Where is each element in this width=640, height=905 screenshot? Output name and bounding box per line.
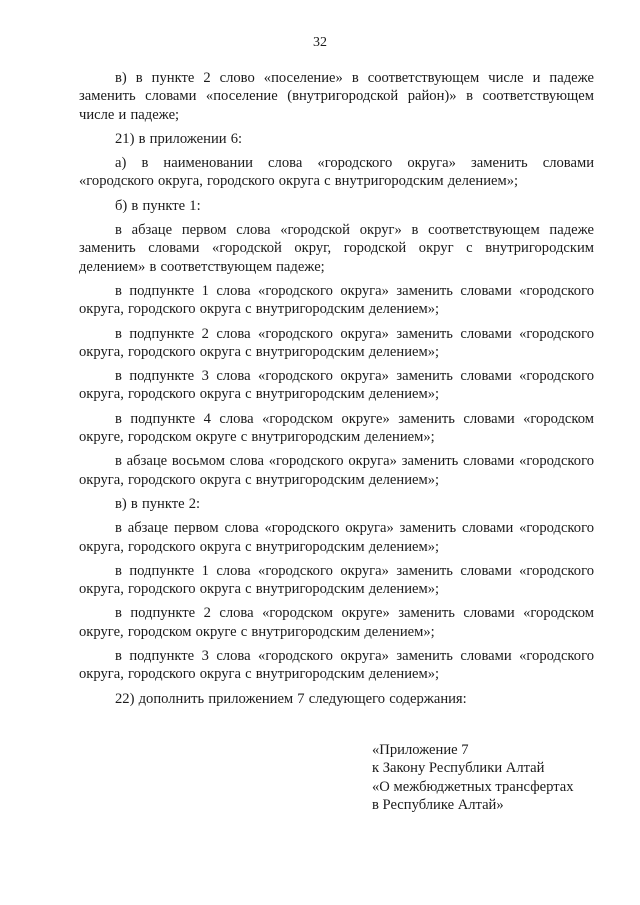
appendix-header — [372, 741, 612, 814]
paragraph: 21) в приложении 6: — [115, 130, 243, 147]
paragraph: в абзаце первом слова «городского округа» заменить словами «городского округа, городского округа с внутригородским делением»; — [79, 520, 594, 555]
paragraph: в абзаце восьмом слова «городского округа» заменить словами «городского округа, городского округа с внутригородским делением»; — [79, 453, 594, 488]
paragraph: в) в пункте 2: — [115, 495, 201, 512]
appendix-header-line: «О межбюджетных трансфертах — [372, 778, 574, 795]
paragraph: в подпункте 3 слова «городского округа» заменить словами «городского округа, городского округа с внутригородским делением»; — [79, 648, 594, 683]
paragraph: а) в наименовании слова «городского округа» заменить словами «городского округа, городского округа с внутригородским делением»; — [79, 155, 594, 190]
appendix-header-line: в Республике Алтай» — [372, 796, 504, 813]
paragraph: в подпункте 4 слова «городском округе» заменить словами «городском округе, городском округе с внутригородским делением»; — [79, 410, 594, 446]
paragraph: в подпункте 2 слова «городского округа» заменить словами «городского округа, городского округа с внутригородским делением»; — [79, 325, 594, 360]
page-number: 32 — [313, 35, 327, 50]
appendix-header-line: «Приложение 7 — [372, 742, 469, 758]
paragraph: 22) дополнить приложением 7 следующего содержания: — [115, 690, 467, 707]
paragraph: в подпункте 1 слова «городского округа» заменить словами «городского округа, городского округа с внутригородским делением»; — [79, 562, 594, 598]
appendix-header-line: к Закону Республики Алтай — [372, 760, 545, 777]
paragraph: б) в пункте 1: — [115, 197, 201, 214]
paragraph: в подпункте 3 слова «городского округа» заменить словами «городского округа, городского округа с внутригородским делением»; — [79, 368, 594, 403]
paragraph: в подпункте 2 слова «городском округе» заменить словами «городском округе, городском округе с внутригородским делением»; — [79, 605, 594, 640]
paragraph: в абзаце первом слова «городской округ» в соответствующем падеже заменить словами «городской округ, городской округ с внутригородским делением» в соответствующем падеже; — [79, 222, 594, 275]
paragraph: в) в пункте 2 слово «поселение» в соответствующем числе и падеже заменить словами «поселение (внутригородской район)» в соответствующем числе и падеже; — [79, 70, 594, 123]
document-body — [79, 69, 594, 714]
paragraph: в подпункте 1 слова «городского округа» заменить словами «городского округа, городского округа с внутригородским делением»; — [79, 282, 594, 318]
